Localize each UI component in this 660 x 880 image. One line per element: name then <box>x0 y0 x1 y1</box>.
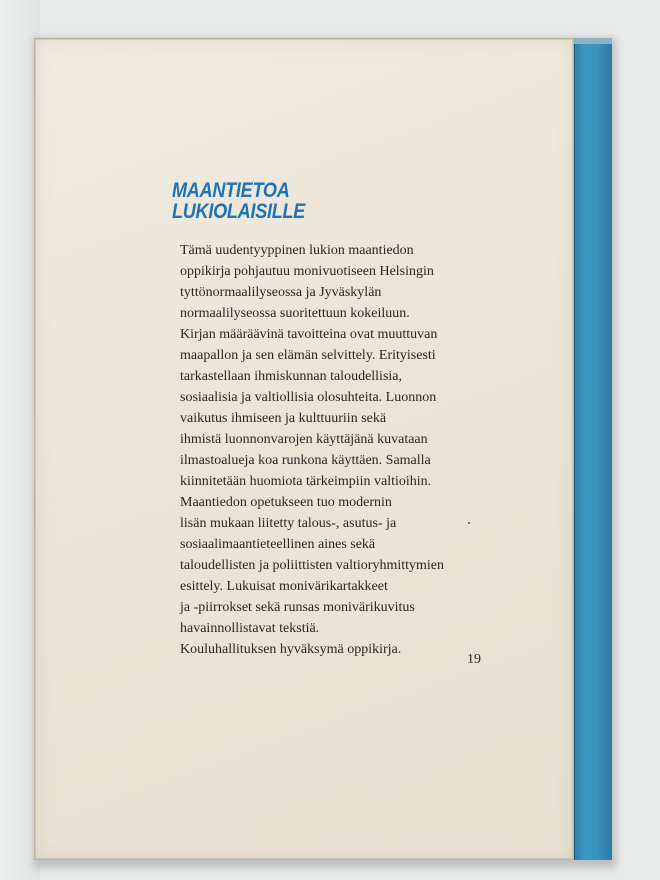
blurb-line: Maantiedon opetukseen tuo modernin <box>180 495 392 510</box>
spine-top-edge <box>574 38 612 44</box>
blurb-line: Tämä uudentyyppinen lukion maantiedon <box>180 243 414 258</box>
blurb-text <box>180 240 444 660</box>
blurb-line: vaikutus ihmiseen ja kulttuuriin sekä <box>180 411 387 426</box>
blurb-line: ja -piirrokset sekä runsas monivärikuvitus <box>180 600 415 615</box>
blurb-line: lisän mukaan liitetty talous-, asutus- ja <box>180 516 397 531</box>
blurb-line: tarkastellaan ihmiskunnan taloudellisia, <box>180 369 402 384</box>
paper-speck <box>468 522 470 524</box>
book-title <box>172 180 305 222</box>
blurb-line: tyttönormaalilyseossa ja Jyväskylän <box>180 285 382 300</box>
blurb-line: Kouluhallituksen hyväksymä oppikirja. <box>180 642 402 657</box>
page-number: 19 <box>467 652 481 667</box>
blurb-line: ilmastoalueja koa runkona käyttäen. Samalla <box>180 453 431 468</box>
blurb-line: normaalilyseossa suoritettuun kokeiluun. <box>180 306 410 321</box>
book-spine <box>574 38 612 860</box>
blurb-line: ihmistä luonnonvarojen käyttäjänä kuvataan <box>180 432 428 447</box>
title-line-1: MAANTIETOA <box>172 179 290 202</box>
blurb-line: maapallon ja sen elämän selvittely. Erityisesti <box>180 348 436 363</box>
blurb-line: oppikirja pohjautuu monivuotiseen Helsingin <box>180 264 434 279</box>
blurb-line: havainnollistavat tekstiä. <box>180 621 320 636</box>
blurb-line: Kirjan määräävinä tavoitteina ovat muuttuvan <box>180 327 438 342</box>
blurb-line: sosiaalisia ja valtiollisia olosuhteita. Luonnon <box>180 390 437 405</box>
blurb-line: sosiaalimaantieteellinen aines sekä <box>180 537 376 552</box>
blurb-line: taloudellisten ja poliittisten valtioryhmittymien <box>180 558 445 573</box>
title-line-2: LUKIOLAISILLE <box>172 200 306 223</box>
blurb-line: esittely. Lukuisat monivärikartakkeet <box>180 579 388 594</box>
blurb-line: kiinnitetään huomiota tärkeimpiin valtioihin. <box>180 474 432 489</box>
